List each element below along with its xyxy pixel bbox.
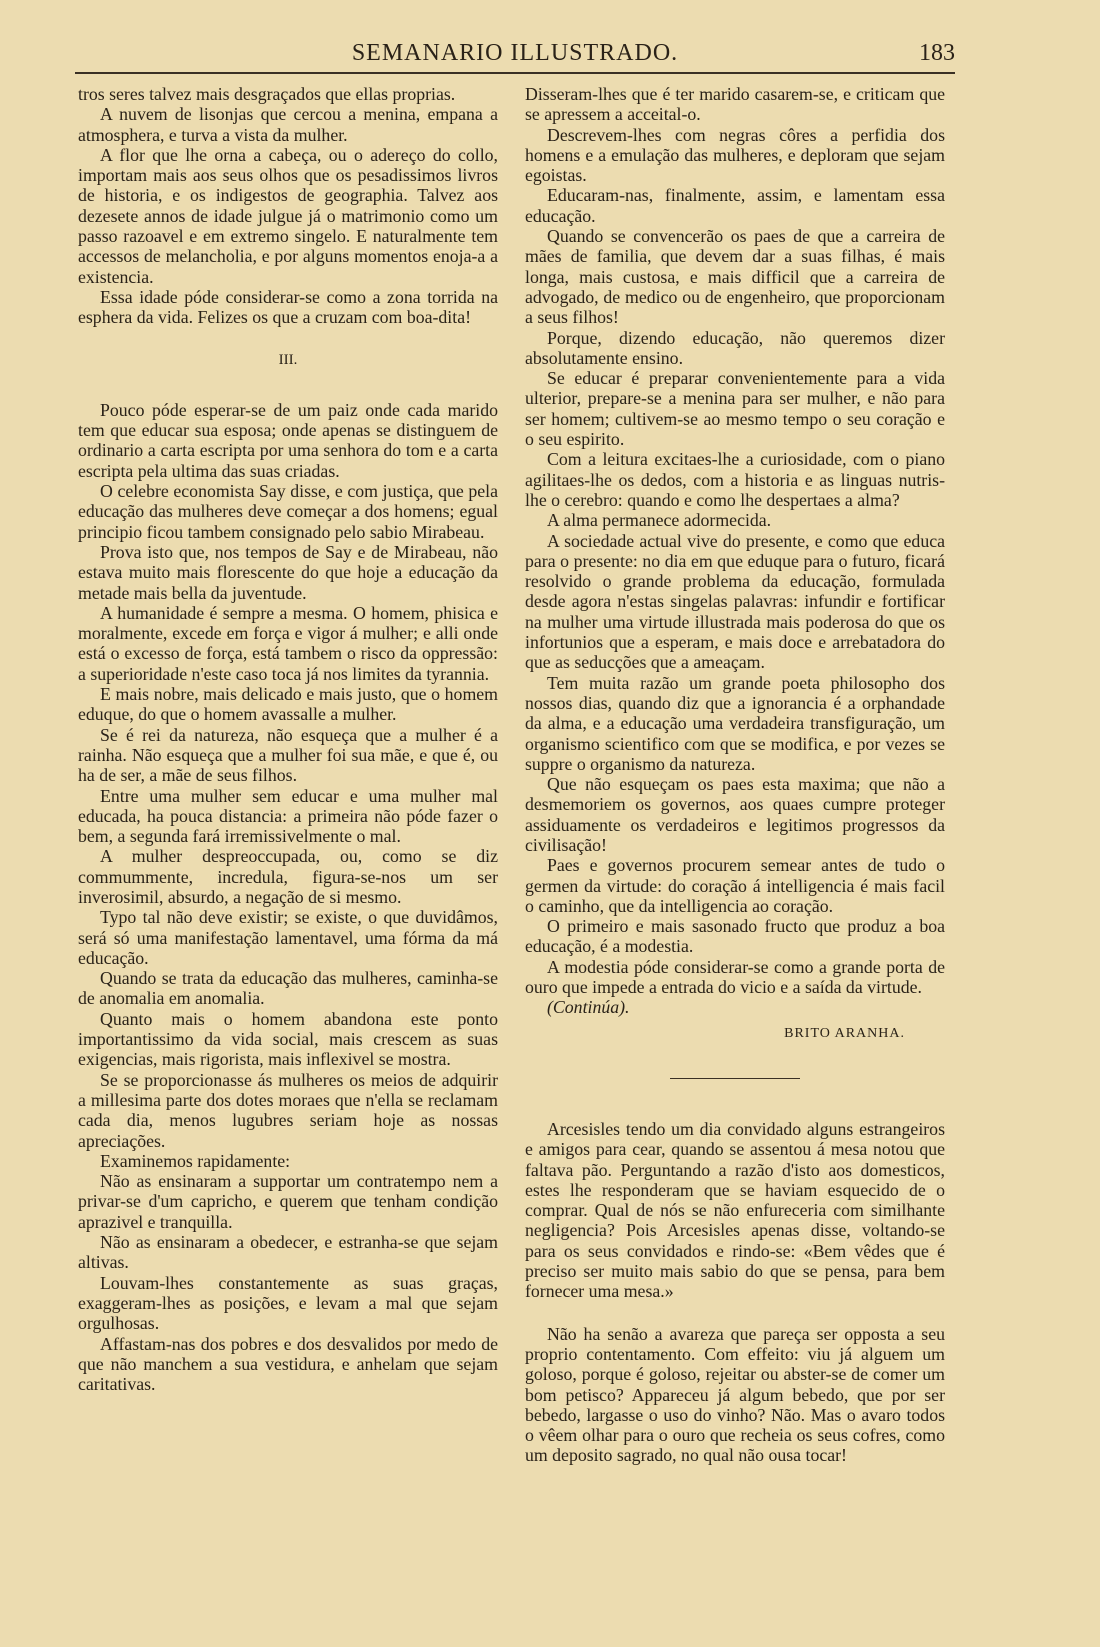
paragraph: A sociedade actual vive do presente, e como que educa para o presente: no dia em que eduque para o futuro, ficará resolvido o grande problema da educação, formulada desde agora n'estas singelas palavras: infundir e fortificar na mulher uma virtude illustrada mais poderosa do que os infortunios que a esperam, e mais doce e arrebatadora do que as seducções que a ameaçam.	[525, 530, 945, 673]
paragraph: Examinemos rapidamente:	[100, 1150, 291, 1171]
paragraph: Tem muita razão um grande poeta philosopho dos nossos dias, quando diz que a ignorancia é a orphandade da alma, e a educação uma verdadeira transfiguração, um organismo scientifico com que se modifica, e por vezes se suppre o organismo da natureza.	[525, 672, 945, 774]
anecdote-paragraph: Arcesisles tendo um dia convidado alguns estrangeiros e amigos para cear, quando se assentou á mesa notou que faltava pão. Perguntando a razão d'isto aos domesticos, estes lhe responderam que se haviam esquecido de o comprar. Qual de nós se não enfureceria com similhante negligencia? Pois Arcesisles apenas disse, voltando-se para os seus convidados e rindo-se: «Bem vêdes que é preciso ser muito mais sabio do que se pensa, para bem fornecer uma mesa.»	[525, 1118, 945, 1302]
paragraph: Com a leitura excitaes-lhe a curiosidade, com o piano agilitaes-lhe os dedos, com a historia e as linguas nutris-lhe o cerebro: quando e como lhe despertaes a alma?	[525, 449, 945, 510]
paragraph: Entre uma mulher sem educar e uma mulher mal educada, ha pouca distancia: a primeira não póde fazer o bem, a segunda fará irremissivelmente o mal.	[78, 785, 498, 847]
continuation-note: (Continúa).	[547, 997, 630, 1018]
paragraph: Pouco póde esperar-se de um paiz onde cada marido tem que educar sua esposa; onde apenas se distinguem de ordinario a carta escripta por uma senhora do tom e a carta escripta pela ultima das suas criadas.	[78, 399, 498, 481]
paragraph: A nuvem de lisonjas que cercou a menina, empana a atmosphera, e turva a vista da mulher.	[78, 104, 498, 145]
paragraph: A modestia póde considerar-se como a grande porta de ouro que impede a entrada do vicio e a saída da virtude.	[525, 956, 945, 998]
right-column	[525, 84, 945, 1466]
paragraph: Quanto mais o homem abandona este ponto importantissimo da vida social, mais crescem as suas exigencias, mais rigorista, mais inflexivel se mostra.	[78, 1008, 498, 1070]
paragraph: Descrevem-lhes com negras côres a perfidia dos homens e a emulação das mulheres, e deploram que sejam egoistas.	[525, 124, 945, 186]
paragraph-gap	[525, 1302, 945, 1324]
paragraph: E mais nobre, mais delicado e mais justo, que o homem eduque, do que o homem avassalle a mulher.	[78, 684, 498, 725]
paragraph: Affastam-nas dos pobres e dos desvalidos por medo de que não manchem a sua vestidura, e anhelam que sejam caritativas.	[78, 1333, 498, 1395]
paragraph: tros seres talvez mais desgraçados que ellas proprias.	[78, 84, 456, 104]
page-header	[75, 38, 955, 74]
paragraph: O primeiro e mais sasonado fructo que produz a boa educação, é a modestia.	[525, 916, 945, 957]
paragraph: Louvam-lhes constantemente as suas graças, exaggeram-lhes as posições, e levam a mal que sejam orgulhosas.	[78, 1272, 498, 1334]
paragraph: Educaram-nas, finalmente, assim, e lamentam essa educação.	[525, 185, 945, 226]
paragraph: Porque, dizendo educação, não queremos dizer absolutamente ensino.	[525, 327, 945, 368]
paragraph: Se educar é preparar convenientemente para a vida ulterior, prepare-se a menina para ser mulher, e não para ser homem; cultivem-se ao mesmo tempo o seu coração e o seu espirito.	[525, 368, 945, 450]
paragraph: Se é rei da natureza, não esqueça que a mulher é a rainha. Não esqueça que a mulher foi sua mãe, e que é, ou ha de ser, a mãe de seus filhos.	[78, 724, 498, 786]
paragraph: Quando se trata da educação das mulheres, caminha-se de anomalia em anomalia.	[78, 968, 498, 1009]
page-number: 183	[919, 40, 955, 66]
paragraph: Não as ensinaram a supportar um contratempo nem a privar-se d'um capricho, e querem que tenham condição aprazivel e tranquilla.	[78, 1171, 498, 1232]
paragraph: Se se proporcionasse ás mulheres os meios de adquirir a millesima parte dos dotes moraes que n'ella se reclamam cada dia, menos lugubres seriam hoje as nossas apreciações.	[78, 1069, 498, 1151]
paragraph: A flor que lhe orna a cabeça, ou o adereço do collo, importam mais aos seus olhos que os pesadissimos livros de historia, e os indigestos de geographia. Talvez aos dezesete annos de idade julgue já o matrimonio como um passo razoavel e em extremo singelo. E naturalmente tem accessos de melancholia, e por alguns momentos enoja-a a existencia.	[78, 144, 498, 287]
paragraph: A alma permanece adormecida.	[547, 510, 772, 531]
paragraph: Quando se convencerão os paes de que a carreira de mães de familia, que devem dar a suas filhas, é mais longa, mais custosa, e mais difficil que a carreira de advogado, de medico ou de engenheiro, que proporcionam a seus filhos!	[525, 226, 945, 328]
paragraph: Disseram-lhes que é ter marido casarem-se, e criticam que se apressem a acceital-o.	[525, 84, 945, 125]
paragraph: Paes e governos procurem semear antes de tudo o germen da virtude: do coração á intelligencia é mais facil o caminho, que da intelligencia ao coração.	[525, 855, 945, 916]
author-signature: BRITO ARANHA.	[784, 1025, 905, 1041]
paragraph: Que não esqueçam os paes esta maxima; que não a desmemoriem os governos, aos quaes cumpre proteger assiduamente os verdadeiros e legitimos progressos da civilisação!	[525, 774, 945, 855]
publication-title: SEMANARIO ILLUSTRADO.	[351, 40, 679, 66]
paragraph: A humanidade é sempre a mesma. O homem, phisica e moralmente, excede em força e vigor á mulher; e alli onde está o excesso de força, está tambem o risco da oppressão: a superioridade n'este caso toca já nos limites da tyrannia.	[78, 602, 498, 684]
section-heading: III.	[278, 351, 298, 368]
paragraph: Essa idade póde considerar-se como a zona torrida na esphera da vida. Felizes os que a cruzam com boa-dita!	[78, 286, 498, 328]
paragraph: Prova isto que, nos tempos de Say e de Mirabeau, não estava muito mais florescente do que hoje a educação da metade mais bella da juventude.	[78, 541, 498, 603]
left-column	[78, 84, 498, 1394]
paragraph: O celebre economista Say disse, e com justiça, que pela educação das mulheres deve começar a dos homens; egual principio ficou tambem consignado pelo sabio Mirabeau.	[78, 481, 498, 542]
anecdote-paragraph: Não ha senão a avareza que pareça ser opposta a seu proprio contentamento. Com effeito: viu já alguem um goloso, porque é goloso, rejeitar ou abster-se de comer um bom petisco? Appareceu já algum bebedo, que por ser bebedo, largasse o uso do vinho? Não. Mas o avaro todos o vêem olhar para o ouro que recheia os seus cofres, como um deposito sagrado, no qual não ousa tocar!	[525, 1323, 945, 1466]
paragraph: Não as ensinaram a obedecer, e estranha-se que sejam altivas.	[78, 1232, 498, 1273]
paragraph: Typo tal não deve existir; se existe, o que duvidâmos, será só uma manifestação lamentavel, uma fórma da má educação.	[78, 907, 498, 968]
paragraph: A mulher despreoccupada, ou, como se diz commummente, incredula, figura-se-nos um ser inverosimil, absurdo, a negação de si mesmo.	[78, 846, 498, 907]
section-divider	[670, 1078, 800, 1079]
